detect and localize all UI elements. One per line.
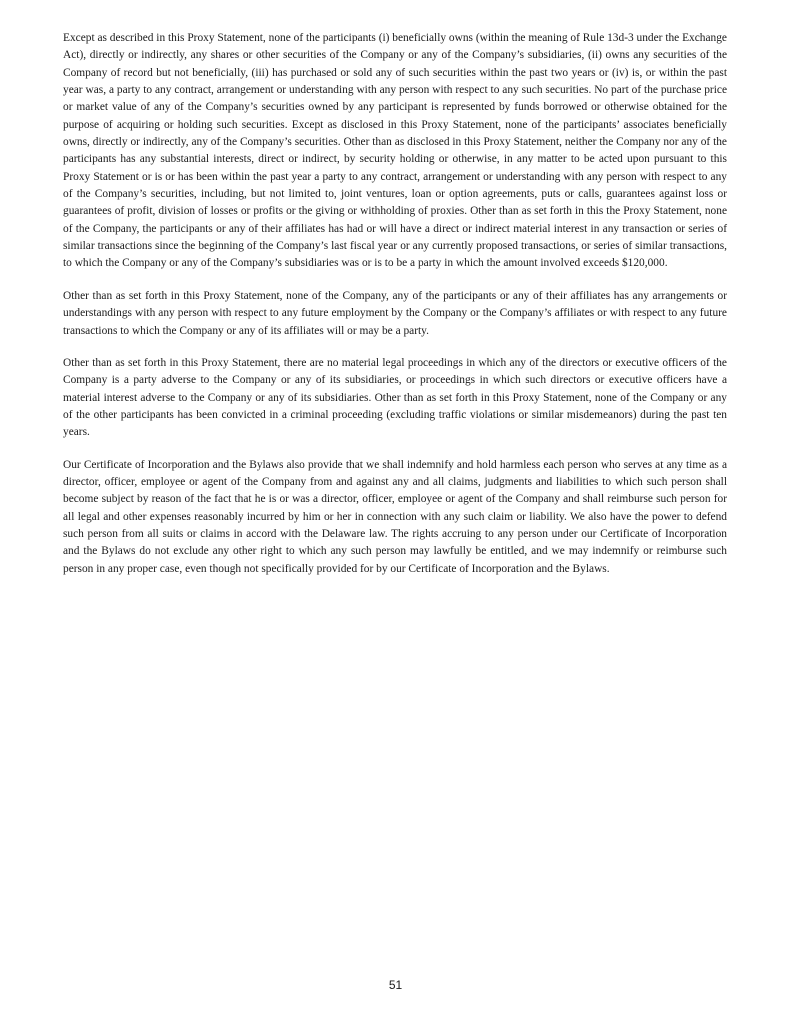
paragraph-indemnification: Our Certificate of Incorporation and the Bylaws also provide that we shall indemnify and hold harmless each person who serves at any time as a director, officer, employee or agent of the Company from and against any and all claims, judgments and liabilities to which such person shall become subject by reason of the fact that he is or was a director, officer, employee or agent of the Company and shall reimburse such person for all legal and other expenses reasonably incurred by him or her in connection with any such claim or liability. We also have the power to defend such person from all suits or claims in accord with the Delaware law. The rights accruing to any person under our Certificate of Incorporation and the Bylaws do not exclude any other right to which any such person may lawfully be entitled, and we may indemnify or reimburse such person in any proper case, even though not specifically provided for by our Certificate of Incorporation and the Bylaws. [63, 458, 727, 575]
document-body [63, 30, 727, 593]
paragraph-future-arrangements: Other than as set forth in this Proxy Statement, none of the Company, any of the participants or any of their affiliates has any arrangements or understandings with any person with respect to any future employment by the Company or the Company’s affiliates or with respect to any future transactions to which the Company or any of its affiliates will or may be a party. [63, 289, 727, 337]
paragraph-participants-securities-interests: Except as described in this Proxy Statement, none of the participants (i) beneficially owns (within the meaning of Rule 13d-3 under the Exchange Act), directly or indirectly, any shares or other securities of the Company or any of the Company’s subsidiaries, (ii) owns any securities of the Company of record but not beneficially, (iii) has purchased or sold any of such securities within the past two years or (iv) is, or within the past year was, a party to any contract, arrangement or understanding with any person with respect to any such securities. No part of the purchase price or market value of any of the Company’s securities owned by any participant is represented by funds borrowed or otherwise obtained for the purpose of acquiring or holding such securities. Except as disclosed in this Proxy Statement, none of the participants’ associates beneficially owns, directly or indirectly, any of the Company’s securities. Other than as disclosed in this Proxy Statement, neither the Company nor any of the participants has any substantial interests, direct or indirect, by security holding or otherwise, in any matter to be acted upon pursuant to this Proxy Statement or is or has been within the past year a party to any contract, arrangement or understanding with any person with respect to any of the Company’s securities, including, but not limited to, joint ventures, loan or option agreements, puts or calls, guarantees against loss or guarantees of profit, division of losses or profits or the giving or withholding of proxies. Other than as set forth in this the Proxy Statement, none of the Company, the participants or any of their affiliates has had or will have a direct or indirect material interest in any transaction or series of similar transactions since the beginning of the Company’s last fiscal year or any currently proposed transactions, or series of similar transactions, to which the Company or any of the Company’s subsidiaries was or is to be a party in which the amount involved exceeds $120,000. [63, 32, 727, 270]
paragraph-legal-proceedings: Other than as set forth in this Proxy Statement, there are no material legal proceedings in which any of the directors or executive officers of the Company is a party adverse to the Company or any of its subsidiaries, or proceedings in which such directors or executive officers have a material interest adverse to the Company or any of its subsidiaries. Other than as set forth in this Proxy Statement, none of the Company or any of the other participants has been convicted in a criminal proceeding (excluding traffic violations or similar misdemeanors) during the past ten years. [63, 356, 727, 439]
page-number: 51 [388, 978, 403, 992]
